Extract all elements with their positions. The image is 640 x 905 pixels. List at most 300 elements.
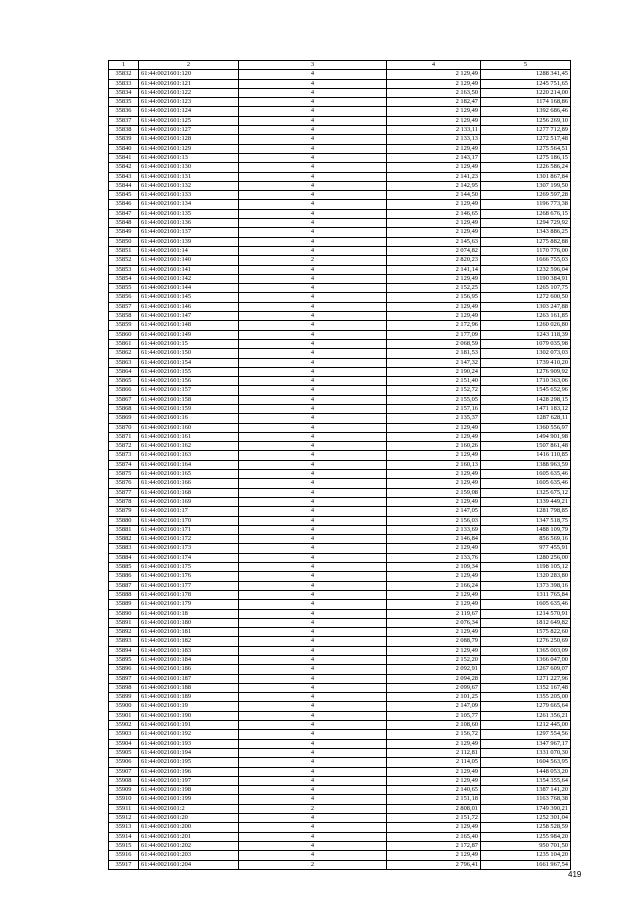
area-cell: 2 155,05	[387, 395, 481, 404]
table-row	[109, 116, 571, 125]
value-cell: 1267 609,07	[481, 665, 571, 674]
area-cell: 2 172,87	[387, 841, 481, 850]
category-cell: 4	[239, 339, 387, 348]
cadastral-number-cell: 61:44:0021601:181	[139, 628, 239, 637]
table-row	[109, 302, 571, 311]
column-header: 5	[481, 61, 571, 70]
cadastral-number-cell: 61:44:0021601:199	[139, 795, 239, 804]
value-cell: 1174 168,86	[481, 98, 571, 107]
row-number-cell: 35834	[109, 88, 139, 97]
area-cell: 2 129,49	[387, 776, 481, 785]
cadastral-number-cell: 61:44:0021601:168	[139, 488, 239, 497]
category-cell: 4	[239, 851, 387, 860]
row-number-cell: 35842	[109, 163, 139, 172]
row-number-cell: 35912	[109, 814, 139, 823]
cadastral-number-cell: 61:44:0021601:123	[139, 98, 239, 107]
category-cell: 4	[239, 349, 387, 358]
cadastral-number-cell: 61:44:0021601:189	[139, 693, 239, 702]
category-cell: 4	[239, 683, 387, 692]
value-cell: 1265 107,75	[481, 284, 571, 293]
value-cell: 1288 341,45	[481, 70, 571, 79]
cadastral-number-cell: 61:44:0021601:203	[139, 851, 239, 860]
table-row	[109, 665, 571, 674]
row-number-cell: 35875	[109, 470, 139, 479]
cadastral-number-cell: 61:44:0021601:149	[139, 330, 239, 339]
category-cell: 4	[239, 497, 387, 506]
row-number-cell: 35847	[109, 209, 139, 218]
value-cell: 1301 867,84	[481, 172, 571, 181]
category-cell: 4	[239, 451, 387, 460]
category-cell: 4	[239, 432, 387, 441]
table-row	[109, 479, 571, 488]
category-cell: 4	[239, 758, 387, 767]
row-number-cell: 35895	[109, 656, 139, 665]
row-number-cell: 35913	[109, 823, 139, 832]
area-cell: 2 160,26	[387, 442, 481, 451]
area-cell: 2 151,72	[387, 814, 481, 823]
category-cell: 4	[239, 553, 387, 562]
row-number-cell: 35862	[109, 349, 139, 358]
area-cell: 2 129,49	[387, 228, 481, 237]
table-row	[109, 284, 571, 293]
table-row	[109, 246, 571, 255]
area-cell: 2 129,49	[387, 851, 481, 860]
category-cell: 4	[239, 488, 387, 497]
table-row	[109, 200, 571, 209]
cadastral-number-cell: 61:44:0021601:148	[139, 321, 239, 330]
table-row	[109, 525, 571, 534]
value-cell: 1198 105,12	[481, 563, 571, 572]
area-cell: 2 129,49	[387, 107, 481, 116]
table-row	[109, 786, 571, 795]
table-row	[109, 414, 571, 423]
row-number-cell: 35890	[109, 609, 139, 618]
table-row	[109, 600, 571, 609]
row-number-cell: 35863	[109, 358, 139, 367]
table-row	[109, 219, 571, 228]
column-header: 3	[239, 61, 387, 70]
category-cell: 4	[239, 423, 387, 432]
cadastral-number-cell: 61:44:0021601:178	[139, 590, 239, 599]
value-cell: 1392 686,46	[481, 107, 571, 116]
category-cell: 4	[239, 795, 387, 804]
category-cell: 4	[239, 572, 387, 581]
cadastral-number-cell: 61:44:0021601:186	[139, 665, 239, 674]
table-row	[109, 851, 571, 860]
table-row	[109, 628, 571, 637]
cadastral-number-cell: 61:44:0021601:193	[139, 739, 239, 748]
table-row	[109, 563, 571, 572]
cadastral-number-cell: 61:44:0021601:175	[139, 563, 239, 572]
category-cell: 4	[239, 144, 387, 153]
cadastral-number-cell: 61:44:0021601:145	[139, 293, 239, 302]
cadastral-number-cell: 61:44:0021601:165	[139, 470, 239, 479]
area-cell: 2 129,49	[387, 312, 481, 321]
row-number-cell: 35878	[109, 497, 139, 506]
data-table	[108, 60, 571, 870]
category-cell: 4	[239, 395, 387, 404]
row-number-cell: 35882	[109, 535, 139, 544]
table-row	[109, 674, 571, 683]
row-number-cell: 35868	[109, 404, 139, 413]
value-cell: 1373 398,16	[481, 581, 571, 590]
row-number-cell: 35867	[109, 395, 139, 404]
row-number-cell: 35883	[109, 544, 139, 553]
category-cell: 4	[239, 507, 387, 516]
row-number-cell: 35851	[109, 246, 139, 255]
area-cell: 2 129,49	[387, 497, 481, 506]
row-number-cell: 35910	[109, 795, 139, 804]
row-number-cell: 35902	[109, 721, 139, 730]
row-number-cell: 35901	[109, 711, 139, 720]
area-cell: 2 133,69	[387, 525, 481, 534]
value-cell: 1604 563,95	[481, 758, 571, 767]
cadastral-number-cell: 61:44:0021601:180	[139, 618, 239, 627]
category-cell: 4	[239, 442, 387, 451]
category-cell: 4	[239, 637, 387, 646]
cadastral-number-cell: 61:44:0021601:171	[139, 525, 239, 534]
area-cell: 2 133,13	[387, 135, 481, 144]
area-cell: 2 151,18	[387, 795, 481, 804]
value-cell: 1307 199,50	[481, 181, 571, 190]
area-cell: 2 165,40	[387, 832, 481, 841]
cadastral-number-cell: 61:44:0021601:20	[139, 814, 239, 823]
area-cell: 2 129,49	[387, 479, 481, 488]
table-row	[109, 70, 571, 79]
value-cell: 1277 712,89	[481, 126, 571, 135]
cadastral-number-cell: 61:44:0021601:2	[139, 804, 239, 813]
area-cell: 2 129,49	[387, 219, 481, 228]
category-cell: 2	[239, 804, 387, 813]
row-number-cell: 35904	[109, 739, 139, 748]
area-cell: 2 129,49	[387, 163, 481, 172]
cadastral-number-cell: 61:44:0021601:197	[139, 776, 239, 785]
category-cell: 4	[239, 702, 387, 711]
cadastral-number-cell: 61:44:0021601:130	[139, 163, 239, 172]
value-cell: 1279 665,64	[481, 702, 571, 711]
table-row	[109, 535, 571, 544]
table-row	[109, 702, 571, 711]
value-cell: 1360 556,97	[481, 423, 571, 432]
value-cell: 1245 751,65	[481, 79, 571, 88]
value-cell: 1661 967,54	[481, 860, 571, 869]
table-row	[109, 748, 571, 757]
value-cell: 1280 256,00	[481, 553, 571, 562]
cadastral-number-cell: 61:44:0021601:154	[139, 358, 239, 367]
cadastral-number-cell: 61:44:0021601:162	[139, 442, 239, 451]
category-cell: 4	[239, 386, 387, 395]
category-cell: 4	[239, 730, 387, 739]
area-cell: 2 146,84	[387, 535, 481, 544]
cadastral-number-cell: 61:44:0021601:133	[139, 191, 239, 200]
area-cell: 2 129,49	[387, 470, 481, 479]
value-cell: 1079 035,98	[481, 339, 571, 348]
category-cell: 4	[239, 414, 387, 423]
value-cell: 1666 755,03	[481, 256, 571, 265]
category-cell: 4	[239, 163, 387, 172]
area-cell: 2 129,49	[387, 432, 481, 441]
table-row	[109, 432, 571, 441]
value-cell: 1507 861,48	[481, 442, 571, 451]
table-row	[109, 163, 571, 172]
row-number-cell: 35907	[109, 767, 139, 776]
row-number-cell: 35839	[109, 135, 139, 144]
area-cell: 2 808,01	[387, 804, 481, 813]
value-cell: 1352 167,48	[481, 683, 571, 692]
table-row	[109, 321, 571, 330]
table-row	[109, 386, 571, 395]
category-cell: 4	[239, 79, 387, 88]
row-number-cell: 35899	[109, 693, 139, 702]
table-row	[109, 172, 571, 181]
table-row	[109, 191, 571, 200]
category-cell: 4	[239, 600, 387, 609]
area-cell: 2 145,63	[387, 237, 481, 246]
value-cell: 1256 269,10	[481, 116, 571, 125]
area-cell: 2 129,49	[387, 79, 481, 88]
table-row	[109, 88, 571, 97]
area-cell: 2 135,37	[387, 414, 481, 423]
column-header: 4	[387, 61, 481, 70]
row-number-cell: 35846	[109, 200, 139, 209]
cadastral-number-cell: 61:44:0021601:202	[139, 841, 239, 850]
table-row	[109, 656, 571, 665]
area-cell: 2 147,09	[387, 702, 481, 711]
table-row	[109, 637, 571, 646]
row-number-cell: 35873	[109, 451, 139, 460]
category-cell: 4	[239, 246, 387, 255]
value-cell: 1605 635,46	[481, 479, 571, 488]
area-cell: 2 129,49	[387, 200, 481, 209]
value-cell: 1258 528,59	[481, 823, 571, 832]
row-number-cell: 35858	[109, 312, 139, 321]
area-cell: 2 119,67	[387, 609, 481, 618]
row-number-cell: 35838	[109, 126, 139, 135]
category-cell: 4	[239, 721, 387, 730]
table-body	[109, 70, 571, 870]
category-cell: 4	[239, 377, 387, 386]
table-row	[109, 312, 571, 321]
value-cell: 1263 161,85	[481, 312, 571, 321]
value-cell: 1605 635,46	[481, 470, 571, 479]
row-number-cell: 35905	[109, 748, 139, 757]
cadastral-number-cell: 61:44:0021601:150	[139, 349, 239, 358]
table-row	[109, 358, 571, 367]
cadastral-number-cell: 61:44:0021601:146	[139, 302, 239, 311]
category-cell: 4	[239, 748, 387, 757]
table-row	[109, 377, 571, 386]
row-number-cell: 35840	[109, 144, 139, 153]
area-cell: 2 129,49	[387, 144, 481, 153]
category-cell: 4	[239, 609, 387, 618]
category-cell: 4	[239, 693, 387, 702]
value-cell: 1605 635,46	[481, 600, 571, 609]
value-cell: 1271 227,96	[481, 674, 571, 683]
row-number-cell: 35853	[109, 265, 139, 274]
cadastral-number-cell: 61:44:0021601:139	[139, 237, 239, 246]
category-cell: 4	[239, 711, 387, 720]
table-row	[109, 832, 571, 841]
value-cell: 1243 118,39	[481, 330, 571, 339]
row-number-cell: 35855	[109, 284, 139, 293]
row-number-cell: 35917	[109, 860, 139, 869]
area-cell: 2 129,49	[387, 590, 481, 599]
value-cell: 1355 205,00	[481, 693, 571, 702]
area-cell: 2 068,59	[387, 339, 481, 348]
category-cell: 4	[239, 581, 387, 590]
table-row	[109, 423, 571, 432]
value-cell: 1366 047,00	[481, 656, 571, 665]
row-number-cell: 35836	[109, 107, 139, 116]
cadastral-number-cell: 61:44:0021601:132	[139, 181, 239, 190]
row-number-cell: 35848	[109, 219, 139, 228]
value-cell: 1252 301,04	[481, 814, 571, 823]
cadastral-number-cell: 61:44:0021601:172	[139, 535, 239, 544]
category-cell: 4	[239, 786, 387, 795]
row-number-cell: 35908	[109, 776, 139, 785]
table-row	[109, 98, 571, 107]
category-cell: 4	[239, 172, 387, 181]
category-cell: 4	[239, 135, 387, 144]
table-row	[109, 823, 571, 832]
category-cell: 4	[239, 470, 387, 479]
table-row	[109, 507, 571, 516]
value-cell: 1275 186,15	[481, 153, 571, 162]
table-row	[109, 126, 571, 135]
value-cell: 1196 773,38	[481, 200, 571, 209]
table-row	[109, 293, 571, 302]
area-cell: 2 166,24	[387, 581, 481, 590]
row-number-cell: 35911	[109, 804, 139, 813]
category-cell: 4	[239, 191, 387, 200]
row-number-cell: 35894	[109, 646, 139, 655]
row-number-cell: 35906	[109, 758, 139, 767]
cadastral-number-cell: 61:44:0021601:190	[139, 711, 239, 720]
area-cell: 2 163,50	[387, 88, 481, 97]
value-cell: 1297 554,56	[481, 730, 571, 739]
category-cell: 4	[239, 590, 387, 599]
value-cell: 1276 250,69	[481, 637, 571, 646]
category-cell: 4	[239, 284, 387, 293]
row-number-cell: 35892	[109, 628, 139, 637]
area-cell: 2 076,34	[387, 618, 481, 627]
table-row	[109, 646, 571, 655]
value-cell: 1275 882,88	[481, 237, 571, 246]
row-number-cell: 35872	[109, 442, 139, 451]
cadastral-number-cell: 61:44:0021601:163	[139, 451, 239, 460]
category-cell: 4	[239, 126, 387, 135]
value-cell: 1365 003,09	[481, 646, 571, 655]
category-cell: 4	[239, 209, 387, 218]
table-row	[109, 516, 571, 525]
cadastral-number-cell: 61:44:0021601:124	[139, 107, 239, 116]
table-row	[109, 739, 571, 748]
category-cell: 4	[239, 525, 387, 534]
row-number-cell: 35833	[109, 79, 139, 88]
table-row	[109, 395, 571, 404]
column-header: 2	[139, 61, 239, 70]
cadastral-number-cell: 61:44:0021601:195	[139, 758, 239, 767]
area-cell: 2 129,49	[387, 739, 481, 748]
table-row	[109, 135, 571, 144]
cadastral-number-cell: 61:44:0021601:192	[139, 730, 239, 739]
table-row	[109, 553, 571, 562]
cadastral-number-cell: 61:44:0021601:201	[139, 832, 239, 841]
category-cell: 4	[239, 116, 387, 125]
table-row	[109, 153, 571, 162]
value-cell: 1710 363,06	[481, 377, 571, 386]
table-row	[109, 256, 571, 265]
table-row	[109, 795, 571, 804]
area-cell: 2 156,95	[387, 293, 481, 302]
area-cell: 2 151,40	[387, 377, 481, 386]
category-cell: 4	[239, 516, 387, 525]
area-cell: 2 142,95	[387, 181, 481, 190]
area-cell: 2 105,77	[387, 711, 481, 720]
table-row	[109, 181, 571, 190]
area-cell: 2 129,49	[387, 451, 481, 460]
row-number-cell: 35849	[109, 228, 139, 237]
value-cell: 1339 449,21	[481, 497, 571, 506]
area-cell: 2 157,16	[387, 404, 481, 413]
value-cell: 1272 517,48	[481, 135, 571, 144]
value-cell: 1294 729,92	[481, 219, 571, 228]
value-cell: 1268 676,15	[481, 209, 571, 218]
cadastral-number-cell: 61:44:0021601:137	[139, 228, 239, 237]
row-number-cell: 35874	[109, 460, 139, 469]
category-cell: 4	[239, 358, 387, 367]
cadastral-number-cell: 61:44:0021601:141	[139, 265, 239, 274]
cadastral-number-cell: 61:44:0021601:17	[139, 507, 239, 516]
row-number-cell: 35865	[109, 377, 139, 386]
row-number-cell: 35885	[109, 563, 139, 572]
area-cell: 2 147,05	[387, 507, 481, 516]
area-cell: 2 796,41	[387, 860, 481, 869]
cadastral-number-cell: 61:44:0021601:19	[139, 702, 239, 711]
row-number-cell: 35896	[109, 665, 139, 674]
cadastral-number-cell: 61:44:0021601:156	[139, 377, 239, 386]
area-cell: 2 114,05	[387, 758, 481, 767]
row-number-cell: 35860	[109, 330, 139, 339]
area-cell: 2 146,65	[387, 209, 481, 218]
table-row	[109, 581, 571, 590]
row-number-cell: 35857	[109, 302, 139, 311]
cadastral-number-cell: 61:44:0021601:18	[139, 609, 239, 618]
value-cell: 1170 776,00	[481, 246, 571, 255]
value-cell: 1220 214,00	[481, 88, 571, 97]
table-row	[109, 367, 571, 376]
area-cell: 2 129,49	[387, 572, 481, 581]
row-number-cell: 35861	[109, 339, 139, 348]
category-cell: 4	[239, 479, 387, 488]
value-cell: 1545 652,96	[481, 386, 571, 395]
category-cell: 4	[239, 674, 387, 683]
category-cell: 2	[239, 256, 387, 265]
value-cell: 1448 053,20	[481, 767, 571, 776]
category-cell: 4	[239, 367, 387, 376]
table-header-row	[109, 61, 571, 70]
cadastral-number-cell: 61:44:0021601:183	[139, 646, 239, 655]
area-cell: 2 143,17	[387, 153, 481, 162]
value-cell: 1488 109,79	[481, 525, 571, 534]
row-number-cell: 35837	[109, 116, 139, 125]
row-number-cell: 35864	[109, 367, 139, 376]
area-cell: 2 129,49	[387, 423, 481, 432]
row-number-cell: 35844	[109, 181, 139, 190]
value-cell: 1331 070,30	[481, 748, 571, 757]
cadastral-number-cell: 61:44:0021601:161	[139, 432, 239, 441]
category-cell: 4	[239, 656, 387, 665]
